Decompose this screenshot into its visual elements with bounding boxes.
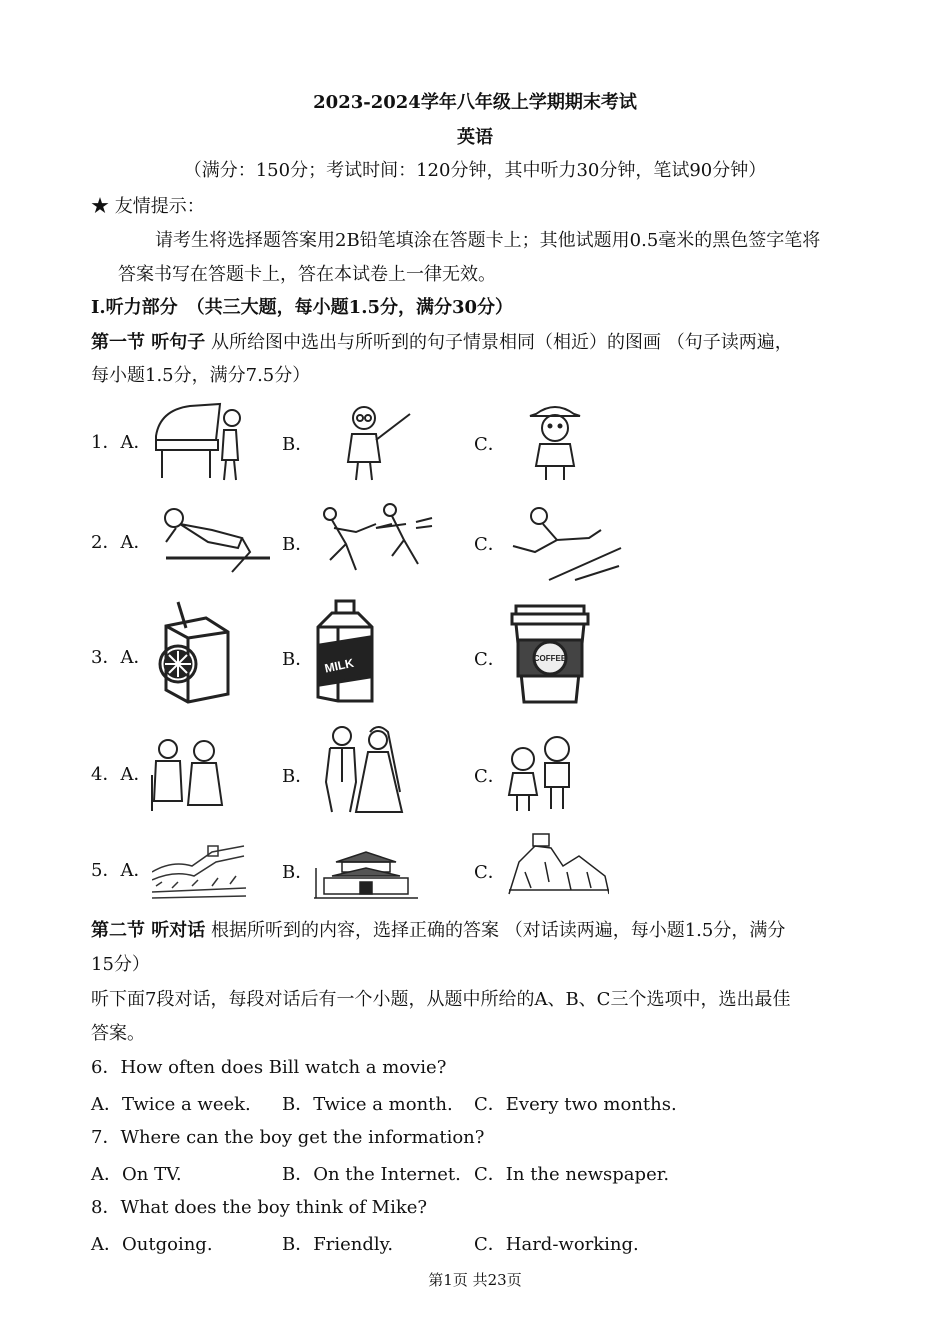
question-8: 8．What does the boy think of Mike? xyxy=(91,1197,428,1218)
section1-text-2: 每小题1.5分，满分7.5分） xyxy=(91,365,311,386)
q8-option-a: A．Outgoing. xyxy=(91,1234,213,1255)
milk-label: MILK xyxy=(323,655,355,676)
dialogue-instruction-2: 答案。 xyxy=(91,1023,145,1044)
teacher-icon xyxy=(340,400,418,482)
q8-option-b: B．Friendly. xyxy=(282,1234,394,1255)
q7-option-b: B．On the Internet. xyxy=(282,1164,461,1185)
high-jump-icon xyxy=(152,500,272,582)
page-footer: 第1页 共23页 xyxy=(428,1271,522,1289)
dialogue-instruction-1: 听下面7段对话，每段对话后有一个小题，从题中所给的A、B、C三个选项中，选出最佳 xyxy=(91,989,791,1010)
tip-text-2: 答案书写在答题卡上，答在本试卷上一律无效。 xyxy=(118,264,496,285)
long-jump-icon xyxy=(505,500,623,582)
milk-carton-icon xyxy=(312,597,376,705)
tip-label: ★ 友情提示： xyxy=(91,196,205,217)
q6-option-c: C．Every two months. xyxy=(474,1094,677,1115)
q2-option-c: C． xyxy=(474,534,506,555)
coffee-cup-icon xyxy=(508,602,592,706)
boy-cap-icon xyxy=(520,400,590,482)
section1-text: 从所给图中选出与所听到的句子情景相同（相近）的图画 （句子读两遍， xyxy=(205,332,793,353)
question-7: 7．Where can the boy get the information? xyxy=(91,1127,485,1148)
q6-option-b: B．Twice a month. xyxy=(282,1094,453,1115)
section1-heading: 第一节 听句子 xyxy=(91,332,206,353)
q4-label: 4．A． xyxy=(91,764,152,785)
section2-instruction xyxy=(91,918,785,944)
q7-option-a: A．On TV. xyxy=(91,1164,182,1185)
q5-option-c: C． xyxy=(474,862,506,883)
tiananmen-icon xyxy=(310,848,422,902)
q5-option-b: B． xyxy=(282,862,314,883)
q3-option-b: B． xyxy=(282,649,314,670)
kids-icon xyxy=(505,733,581,813)
section2-text: 根据所听到的内容，选择正确的答案 （对话读两遍，每小题1.5分，满分 xyxy=(205,920,786,941)
mountain-icon xyxy=(505,832,609,896)
q1-option-b: B． xyxy=(282,434,314,455)
q1-option-c: C． xyxy=(474,434,506,455)
tip-text-1: 请考生将选择题答案用2B铅笔填涂在答题卡上；其他试题用0.5毫米的黑色签字笔将 xyxy=(155,230,821,251)
exam-title: 2023-2024学年八年级上学期期末考试 xyxy=(313,92,637,113)
q6-option-a: A．Twice a week. xyxy=(91,1094,251,1115)
section1-instruction xyxy=(91,330,793,356)
relay-race-icon xyxy=(316,500,436,582)
great-wall-icon xyxy=(152,842,246,902)
q4-option-c: C． xyxy=(474,766,506,787)
q3-label: 3．A． xyxy=(91,647,152,668)
q7-option-c: C．In the newspaper. xyxy=(474,1164,670,1185)
exam-info: （满分：150分；考试时间：120分钟，其中听力30分钟，笔试90分钟） xyxy=(183,160,767,181)
wedding-couple-icon xyxy=(312,722,408,814)
q2-option-b: B． xyxy=(282,534,314,555)
q2-label: 2．A． xyxy=(91,532,152,553)
coffee-label: COFFEE xyxy=(533,654,567,663)
part1-title: I.听力部分 （共三大题，每小题1.5分，满分30分） xyxy=(91,297,514,318)
q1-label: 1．A． xyxy=(91,432,152,453)
q3-option-c: C． xyxy=(474,649,506,670)
q4-option-b: B． xyxy=(282,766,314,787)
juice-box-icon xyxy=(150,598,234,706)
piano-icon xyxy=(150,400,246,482)
q5-label: 5．A． xyxy=(91,860,152,881)
question-6: 6．How often does Bill watch a movie? xyxy=(91,1057,447,1078)
section2-text-2: 15分） xyxy=(91,954,150,975)
subject-title: 英语 xyxy=(457,127,493,148)
section2-heading: 第二节 听对话 xyxy=(91,920,206,941)
old-couple-icon xyxy=(148,735,228,815)
q8-option-c: C．Hard-working. xyxy=(474,1234,639,1255)
